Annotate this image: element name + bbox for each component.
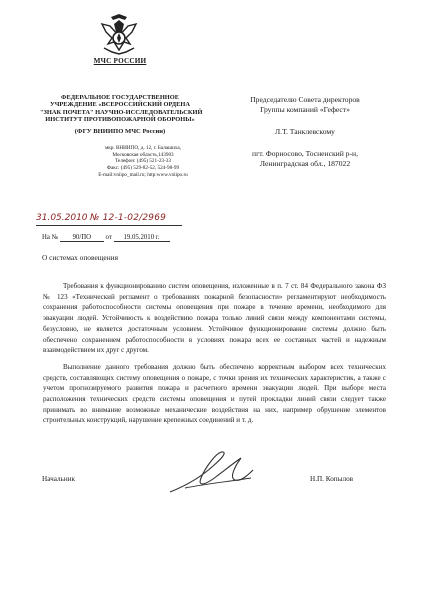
contact-block — [63, 145, 223, 178]
ref-date-value: 19.05.2010 г. — [114, 234, 170, 242]
ref-date-label: от — [105, 234, 112, 241]
body-paragraph: Выполнение данного требования должно быть обеспечено корректным выбором всех технических средств, составляющих систему оповещения о пожаре, с точки зрения их технических характеристик, а также с учетом прогнозируемого развития пожара и расчетного времени эвакуации людей. При выборе места расположения технических средств системы оповещения и путей прокладки линий связи следует также принимать во внимание возможные механические воздействия на них, например обрушение элементов строительных конструкций, нарушение крепежных соединений и т. д. — [43, 362, 386, 425]
body-paragraph: Требования к функционированию систем оповещения, изложенные в п. 7 ст. 84 Федерального закона ФЗ № 123 «Технический регламент о требованиях пожарной безопасности» регламентируют необходимость сохранения работоспособности системы оповещения при пожаре в течение времени, необходимого для эвакуации людей. Устойчивость к воздействию пожара только линий связи между компонентами системы, безусловно, не является достаточным условием. Устойчивое функционирование системы должно быть обеспечено сохранением работоспособности в условиях пожара всех ее составных частей и надежным взаимодействием их друг с другом. — [43, 282, 386, 355]
contact-line: Факс: (495) 529-82-52, 524-98-99 — [106, 164, 180, 171]
handwritten-number: № 12-1-02/2969 — [90, 213, 167, 223]
ministry-title: МЧС РОССИИ — [93, 57, 147, 65]
letter-body — [43, 281, 386, 432]
contact-line: Телефон: (495) 521-23-33 — [115, 158, 171, 165]
divider — [36, 225, 182, 226]
org-line: "ЗНАК ПОЧЕТА" НАУЧНО-ИССЛЕДОВАТЕЛЬСКИЙ — [40, 108, 203, 116]
recipient-block — [226, 95, 384, 169]
handwritten-date: 31.05.2010 — [36, 213, 88, 223]
recipient-address: пгт. Форносово, Тосненский р-н, — [252, 149, 358, 159]
handwritten-signature — [165, 448, 255, 496]
recipient-title: Председателю Совета директоров — [250, 95, 360, 104]
contact-line: Московская область,143903 — [112, 151, 174, 158]
letter-subject: О системах оповещения — [42, 253, 119, 262]
organization-short-name: (ФГУ ВНИИПО МЧС России) — [74, 128, 166, 135]
registration-line — [42, 234, 170, 242]
contact-line: E-mail:vniipo_mail.ru; http:www.vniipo.ru — [98, 171, 188, 178]
ref-number-label: На № — [42, 234, 59, 241]
mchs-emblem-icon — [98, 12, 140, 56]
signatory-position: Начальник — [42, 475, 76, 483]
recipient-company: Группы компаний «Гефест» — [260, 105, 350, 115]
org-line: УЧРЕЖДЕНИЕ «ВСЕРОССИЙСКИЙ ОРДЕНА — [50, 101, 190, 109]
org-line: ФЕДЕРАЛЬНОЕ ГОСУДАРСТВЕННОЕ — [61, 94, 179, 101]
contact-line: мкр. ВНИИПО, д. 12, г. Балашиха, — [104, 145, 182, 151]
org-line: ИНСТИТУТ ПРОТИВОПОЖАРНОЙ ОБОРОНЫ» — [45, 116, 195, 124]
ref-number-value: 90/ПО — [60, 234, 104, 242]
recipient-name: Л.Т. Танклевскому — [275, 127, 335, 137]
recipient-address: Ленинградская обл., 187022 — [259, 159, 351, 169]
signatory-name: Н.П. Копылов — [310, 475, 354, 483]
organization-name — [40, 94, 203, 124]
